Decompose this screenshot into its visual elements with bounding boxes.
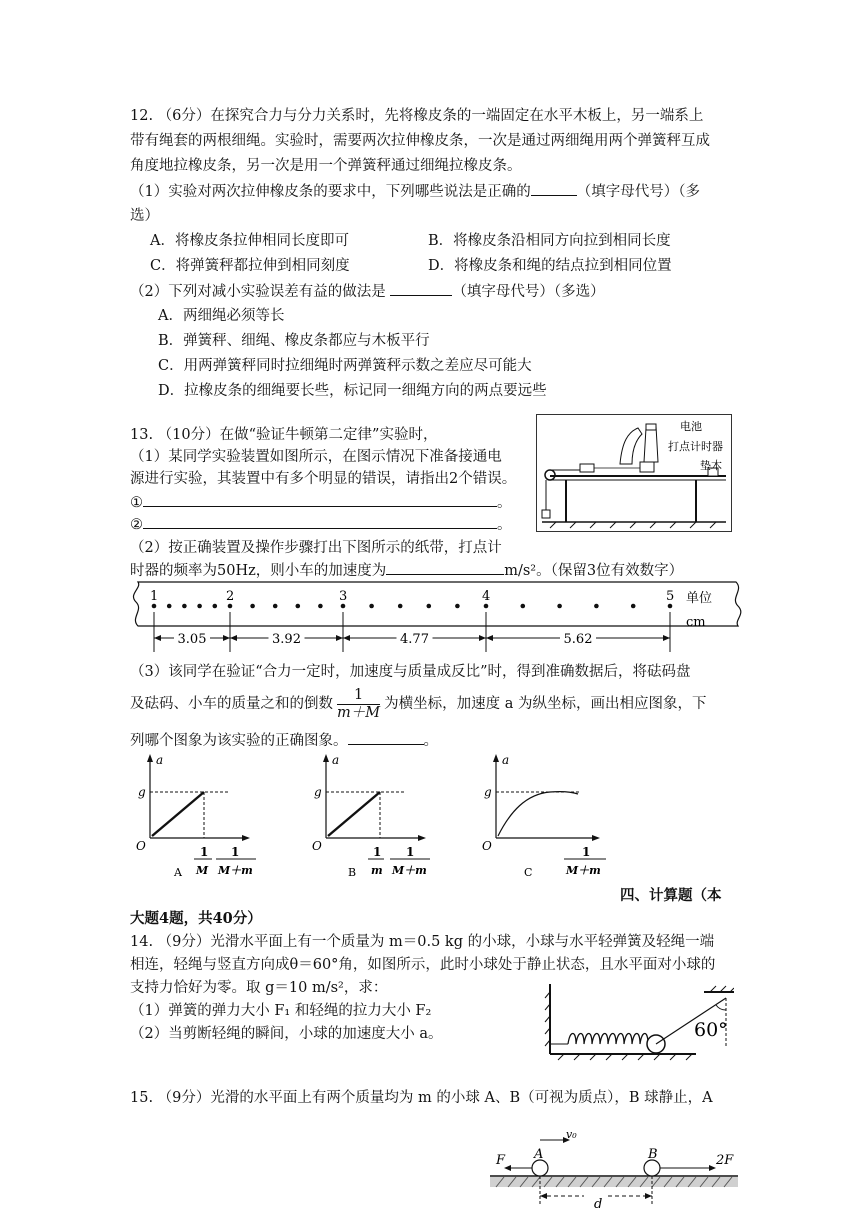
spring-figure — [544, 978, 734, 1062]
fraction-denominator: m＋M — [337, 704, 381, 721]
q12-part2-option-b: B．弹簧秤、细绳、橡皮条都应与木板平行 — [158, 333, 430, 349]
q12-part1 — [130, 181, 700, 202]
q13-error2-blank[interactable] — [143, 514, 497, 529]
q13-part3-tail: 为横坐标，加速度 a 为纵坐标，画出相应图象，下 — [384, 696, 707, 712]
tape-dot — [594, 604, 599, 609]
tape-dot — [152, 604, 157, 609]
q14-line1: 14. （9分）光滑水平面上有一个质量为 m＝0.5 kg 的小球，小球与水平轻弹簧及轻绳一端 — [130, 934, 715, 950]
q13-error1-period: 。 — [497, 495, 512, 511]
force-2f-label: 2F — [716, 1153, 734, 1168]
tape-segment-label: 4.77 — [400, 632, 429, 647]
graph-a-caption: A — [174, 866, 182, 879]
q12-option-a: A．将橡皮条拉伸相同长度即可 — [150, 233, 349, 249]
q12-part2-option-d: D．拉橡皮条的细绳要长些，标记同一细绳方向的两点要远些 — [158, 383, 547, 399]
q12-part2-option-a: A．两细绳必须等长 — [158, 308, 285, 324]
section4-heading-part1: 四、计算题（本 — [620, 887, 722, 904]
q12-option-b: B．将橡皮条沿相同方向拉到相同长度 — [428, 233, 671, 249]
graph-b — [306, 752, 436, 880]
q12-part2 — [130, 281, 605, 302]
tape-dot — [182, 604, 187, 609]
tape-dot — [427, 604, 432, 609]
tape-arrowhead — [223, 635, 230, 641]
v0-label: v₀ — [566, 1128, 577, 1141]
tape-dot — [557, 604, 562, 609]
graph-b-origin: O — [312, 839, 322, 853]
q14-line2: 相连，轻绳与竖直方向成θ＝60°角，如图所示，此时小球处于静止状态，且水平面对小球的 — [130, 957, 716, 973]
q12-part2-tail: （填字母代号）（多选） — [452, 284, 605, 300]
graph-c — [476, 752, 616, 880]
graph-a-x1-den: M — [196, 864, 209, 877]
graph-b-x2-num: 1 — [406, 845, 415, 859]
graph-c-y-label: a — [502, 753, 510, 767]
tape-dot — [455, 604, 460, 609]
tape-unit-cm: cm — [686, 615, 706, 630]
tape-arrowhead — [663, 635, 670, 641]
q13-part3-line3 — [130, 730, 438, 751]
tape-dot — [668, 604, 673, 609]
inverse-mass-fraction — [337, 687, 380, 722]
q12-part1-tail: （填字母代号）（多 — [576, 184, 700, 200]
q13-error1-blank[interactable] — [143, 492, 497, 507]
tape-dot — [521, 604, 526, 609]
tape-dot — [341, 604, 346, 609]
q13-part2-line1: （2）按正确装置及操作步骤打出下图所示的纸带，打点计 — [130, 540, 502, 556]
q13-error2-period: 。 — [497, 517, 512, 533]
tape-arrowhead — [230, 635, 237, 641]
tape-arrowhead — [479, 635, 486, 641]
q12-option-d: D．将橡皮条和绳的结点拉到相同位置 — [428, 258, 672, 274]
q13-accel-blank[interactable] — [386, 560, 504, 575]
tape-dot — [296, 604, 301, 609]
tape-dot — [213, 604, 218, 609]
graph-a-g-label: g — [138, 785, 146, 799]
q13-error1 — [130, 492, 512, 513]
tape-dot — [250, 604, 255, 609]
q14-part2: （2）当剪断轻绳的瞬间，小球的加速度大小 a。 — [130, 1026, 443, 1042]
graph-b-y-label: a — [332, 753, 340, 767]
q13-part2-line2 — [130, 560, 683, 581]
tape-point-label: 2 — [226, 589, 235, 604]
q12-line1: 12. （6分）在探究合力与分力关系时，先将橡皮条的一端固定在水平木板上，另一端系上 — [130, 108, 704, 124]
q13-line2: （1）某同学实验装置如图所示，在图示情况下准备接通电 — [130, 449, 502, 465]
tape-dot — [273, 604, 278, 609]
graph-a-y-label: a — [156, 753, 164, 767]
q15-line1: 15. （9分）光滑的水平面上有两个质量均为 m 的小球 A、B（可视为质点），B 球静止，A — [130, 1090, 713, 1106]
q13-part3-line1: （3）该同学在验证“合力一定时，加速度与质量成反比”时，得到准确数据后，将砝码盘 — [130, 664, 691, 680]
tape-dot — [484, 604, 489, 609]
q13-line3: 源进行实验，其装置中有多个明显的错误，请指出2个错误。 — [130, 471, 517, 487]
paper-tape-figure — [126, 580, 750, 656]
tape-dot — [228, 604, 233, 609]
ball-b-label: B — [648, 1147, 658, 1162]
tape-arrowhead — [336, 635, 343, 641]
q13-error2 — [130, 514, 512, 535]
q14-line3: 支持力恰好为零。取 g＝10 m/s²，求： — [130, 980, 388, 996]
graph-b-x1-den: m — [371, 864, 383, 877]
tape-dot — [398, 604, 403, 609]
q12-part2-option-c: C．用两弹簧秤同时拉细绳时两弹簧秤示数之差应尽可能大 — [158, 358, 532, 374]
tape-point-label: 4 — [482, 589, 491, 604]
apparatus-figure — [536, 414, 732, 532]
q12-line2: 带有绳套的两根细绳。实验时，需要两次拉伸橡皮条，一次是通过两细绳用两个弹簧秤互成 — [130, 133, 710, 149]
force-f-label: F — [496, 1153, 506, 1168]
tape-arrowhead — [343, 635, 350, 641]
q13-part3-blank[interactable] — [348, 730, 424, 745]
tape-point-label: 3 — [339, 589, 348, 604]
tape-segment-label: 5.62 — [563, 632, 593, 647]
block-label: 垫木 — [700, 459, 722, 472]
timer-label: 打点计时器 — [668, 440, 723, 453]
q13-line1: 13. （10分）在做“验证牛顿第二定律”实验时， — [130, 427, 438, 443]
graph-a — [130, 752, 260, 880]
q13-part2-tail: 。（保留3位有效数字） — [536, 563, 684, 579]
q12-option-c: C．将弹簧秤都拉伸到相同刻度 — [150, 258, 350, 274]
graph-c-caption: C — [524, 866, 533, 879]
q13-error1-marker: ① — [130, 495, 143, 511]
q13-accel-unit: m/s² — [504, 563, 537, 579]
graph-b-g-label: g — [314, 785, 322, 799]
fraction-numerator: 1 — [337, 687, 380, 705]
q12-part1-cont: 选） — [130, 208, 159, 224]
q12-part2-text: （2）下列对减小实验误差有益的做法是 — [130, 284, 386, 300]
tape-dot — [369, 604, 374, 609]
section4-heading-part2: 大题4题，共40分） — [130, 910, 262, 927]
tape-dot — [318, 604, 323, 609]
q12-part1-text: （1）实验对两次拉伸橡皮条的要求中，下列哪些说法是正确的 — [130, 184, 531, 200]
two-balls-figure — [486, 1126, 742, 1212]
battery-label: 电池 — [680, 420, 702, 433]
q13-part3-period: 。 — [423, 733, 438, 749]
graph-a-x2-den: M＋m — [218, 864, 253, 877]
graph-c-origin: O — [482, 839, 492, 853]
graph-b-x1-num: 1 — [373, 845, 382, 859]
tape-segment-label: 3.92 — [272, 632, 301, 647]
q13-part3-question: 列哪个图象为该实验的正确图象。 — [130, 733, 348, 749]
graph-c-x2-den: M＋m — [566, 864, 601, 877]
distance-d-label: d — [594, 1197, 603, 1212]
graph-b-caption: B — [348, 866, 357, 879]
tape-arrowhead — [154, 635, 161, 641]
ball-a-label: A — [534, 1147, 544, 1162]
graph-a-x2-num: 1 — [231, 845, 240, 859]
tape-unit-label: 单位 — [686, 591, 713, 606]
tape-point-label: 5 — [666, 589, 675, 604]
q13-part2-text: 时器的频率为50Hz，则小车的加速度为 — [130, 563, 387, 579]
q12-part1-blank[interactable] — [531, 181, 577, 196]
q13-part3-text: 及砝码、小车的质量之和的倒数 — [130, 696, 333, 712]
tape-arrowhead — [486, 635, 493, 641]
angle-label: 60° — [694, 1019, 728, 1041]
tape-dot — [167, 604, 172, 609]
q12-part2-blank[interactable] — [390, 281, 452, 296]
q13-error2-marker: ② — [130, 517, 143, 533]
q13-part3-line2 — [130, 684, 706, 724]
tape-point-label: 1 — [150, 589, 159, 604]
graph-c-g-label: g — [484, 785, 492, 799]
q14-part1: （1）弹簧的弹力大小 F₁ 和轻绳的拉力大小 F₂ — [130, 1003, 432, 1019]
graph-a-x1-num: 1 — [200, 845, 209, 859]
q12-line3: 角度地拉橡皮条，另一次是用一个弹簧秤通过细绳拉橡皮条。 — [130, 158, 522, 174]
tape-segment-label: 3.05 — [177, 632, 207, 647]
tape-dot — [631, 604, 636, 609]
graph-a-origin: O — [136, 839, 146, 853]
tape-dot — [197, 604, 202, 609]
graph-b-x2-den: M＋m — [392, 864, 427, 877]
graph-c-x2-num: 1 — [582, 845, 591, 859]
